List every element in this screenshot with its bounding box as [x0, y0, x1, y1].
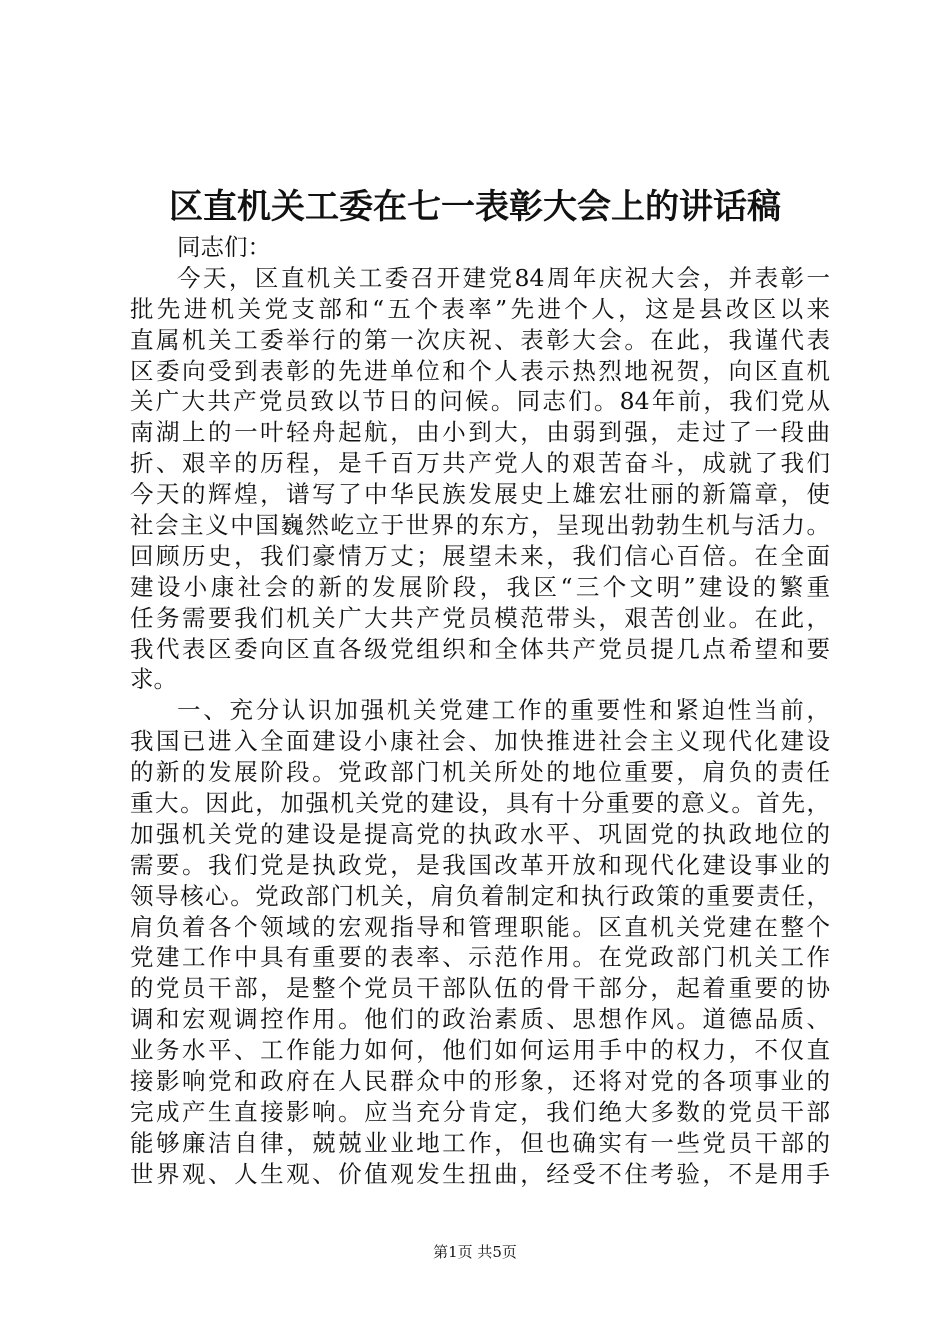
text-line: 接影响党和政府在人民群众中的形象，还将对党的各项事业的: [130, 1067, 830, 1096]
text-line: 党建工作中具有重要的表率、示范作用。在党政部门机关工作: [130, 943, 830, 972]
text-line: 我代表区委向区直各级党组织和全体共产党员提几点希望和要: [130, 634, 830, 663]
text-line: 关广大共产党员致以节日的问候。同志们。84年前，我们党从: [130, 387, 830, 416]
document-title: 区直机关工委在七一表彰大会上的讲话稿: [169, 187, 781, 227]
text-line: 我国已进入全面建设小康社会、加快推进社会主义现代化建设: [130, 727, 830, 756]
text-line: 直属机关工委举行的第一次庆祝、表彰大会。在此，我谨代表: [130, 325, 830, 354]
text-line: 能够廉洁自律，兢兢业业地工作，但也确实有一些党员干部的: [130, 1128, 830, 1157]
text-line: 回顾历史，我们豪情万丈；展望未来，我们信心百倍。在全面: [130, 541, 830, 570]
page-footer: 第1页 共5页: [433, 1243, 517, 1261]
text-line: 重大。因此，加强机关党的建设，具有十分重要的意义。首先，: [130, 789, 830, 818]
text-line: 南湖上的一叶轻舟起航，由小到大，由弱到强，走过了一段曲: [130, 418, 830, 447]
text-line: 需要。我们党是执政党，是我国改革开放和现代化建设事业的: [130, 850, 830, 879]
text-line: 的新的发展阶段。党政部门机关所处的地位重要，肩负的责任: [130, 758, 830, 787]
text-line: 领导核心。党政部门机关，肩负着制定和执行政策的重要责任，: [130, 881, 830, 910]
text-line: 批先进机关党支部和“五个表率”先进个人，这是县改区以来: [130, 294, 830, 323]
text-line: 完成产生直接影响。应当充分肯定，我们绝大多数的党员干部: [130, 1097, 830, 1126]
text-line: 调和宏观调控作用。他们的政治素质、思想作风。道德品质、: [130, 1005, 830, 1034]
text-line: 社会主义中国巍然屹立于世界的东方，呈现出勃勃生机与活力。: [130, 511, 830, 540]
text-line: 建设小康社会的新的发展阶段，我区“三个文明”建设的繁重: [130, 572, 830, 601]
text-line: 今天，区直机关工委召开建党84周年庆祝大会，并表彰一: [177, 263, 830, 292]
text-line: 世界观、人生观、价值观发生扭曲，经受不住考验，不是用手: [130, 1159, 830, 1188]
text-line: 业务水平、工作能力如何，他们如何运用手中的权力，不仅直: [130, 1036, 830, 1065]
text-line: 的党员干部，是整个党员干部队伍的骨干部分，起着重要的协: [130, 974, 830, 1003]
salutation-line: 同志们：: [177, 233, 271, 261]
text-line: 加强机关党的建设是提高党的执政水平、巩固党的执政地位的: [130, 819, 830, 848]
text-line: 区委向受到表彰的先进单位和个人表示热烈地祝贺，向区直机: [130, 356, 830, 385]
document-body: [130, 232, 830, 1190]
text-line: 一、充分认识加强机关党建工作的重要性和紧迫性当前，: [177, 696, 830, 725]
text-line: 肩负着各个领域的宏观指导和管理职能。区直机关党建在整个: [130, 912, 830, 941]
text-line: 今天的辉煌，谱写了中华民族发展史上雄宏壮丽的新篇章，使: [130, 480, 830, 509]
text-line: 任务需要我们机关广大共产党员模范带头，艰苦创业。在此，: [130, 603, 830, 632]
text-line: 折、艰辛的历程，是千百万共产党人的艰苦奋斗，成就了我们: [130, 449, 830, 478]
text-line: 求。: [130, 665, 177, 694]
